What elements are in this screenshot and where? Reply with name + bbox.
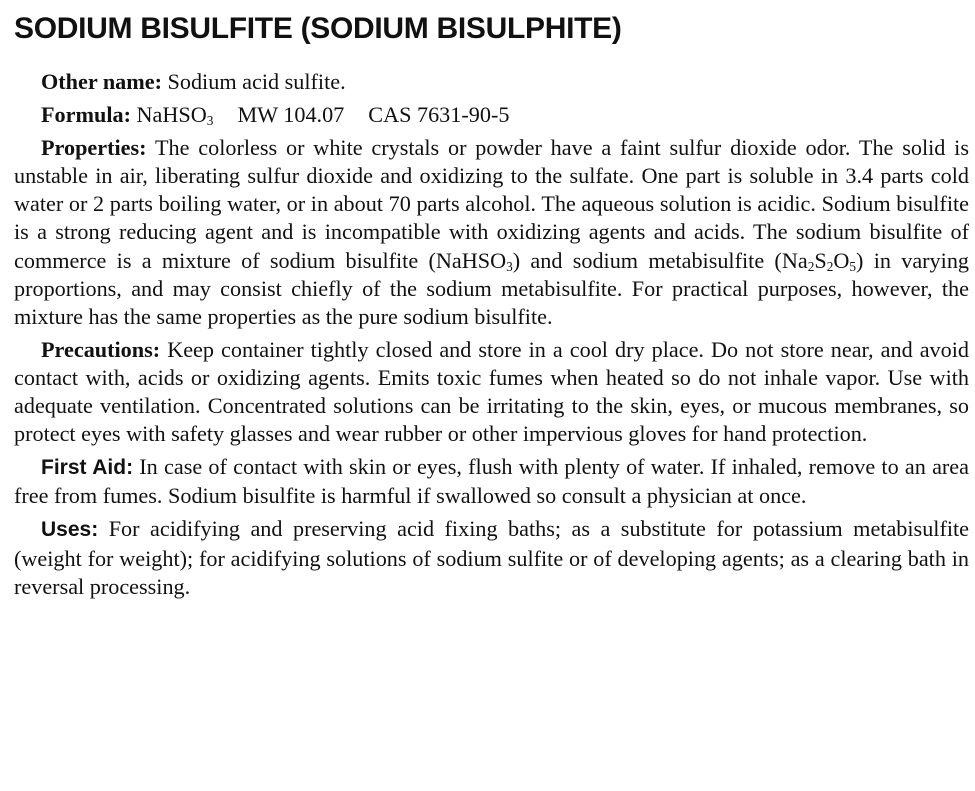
precautions-entry [14,336,969,448]
molecular-weight: MW 104.07 [237,102,345,128]
other-name-text: Sodium acid sulfite. [167,69,346,94]
properties-label: Properties: [41,135,147,161]
first-aid-text: In case of contact with skin or eyes, flush with plenty of water. If inhaled, remove to an area free from fumes. Sodium bisulfite is harmful if swallowed so consult a physician at once. [14,454,969,509]
formula-text: NaHSO [136,102,207,128]
other-name-label: Other name: [41,69,162,94]
page-title: SODIUM BISULFITE (SODIUM BISULPHITE) [14,12,622,45]
formula-label: Formula: [41,102,131,128]
uses-label: Uses: [41,518,99,542]
first-aid-label: First Aid: [41,456,134,480]
other-name-entry [14,68,969,96]
uses-text: For acidifying and preserving acid fixing baths; as a substitute for potassium metabisulfite (weight for weight); for acidifying solutions of sodium sulfite or of developing agents; as a clearing bath in reversal processing. [14,516,970,599]
formula-subscript: 3 [206,113,214,129]
precautions-text: Keep container tightly closed and store in a cool dry place. Do not store near, and avoid contact with, acids or oxidizing agents. Emits toxic fumes when heated so do not inhale vapor. Use with adequate ventilation. Concentrated solutions can be irritating to the skin, eyes, or mucous membranes, so protect eyes with safety glasses and wear rubber or other impervious gloves for hand protection. [14,336,969,447]
properties-text-2: ) and sodium metabisulfite (Na [512,247,808,273]
properties-sub-3: 2 [826,258,834,274]
formula-entry [14,101,969,129]
properties-text-5: ) in varying proportions, and may consist chiefly of the sodium metabisulfite. For practical purposes, however, the mixture has the same properties as the pure sodium bisulfite. [14,247,970,329]
precautions-label: Precautions: [41,336,161,362]
properties-text-3: S [814,247,827,273]
properties-entry [14,134,969,331]
properties-sub-1: 3 [506,258,513,274]
properties-text-1: The colorless or white crystals or powder have a faint sulfur dioxide odor. The solid is unstable in air, liberating sulfur dioxide and oxidizing to the sulfate. One part is soluble in 3.4 parts cold water or 2 parts boiling water, or in about 70 parts alcohol. The aqueous solution is acidic. Sodium bisulfite is a strong reducing agent and is incompatible with oxidizing agents and acids. The sodium bisulfite of commerce is a mixture of sodium bisulfite (NaHSO [14,135,969,273]
cas-number: CAS 7631-90-5 [368,102,510,128]
uses-entry [14,515,969,600]
properties-text-4: O [833,247,850,273]
properties-sub-4: 5 [849,258,857,274]
first-aid-entry [14,453,969,510]
properties-sub-2: 2 [807,258,815,274]
